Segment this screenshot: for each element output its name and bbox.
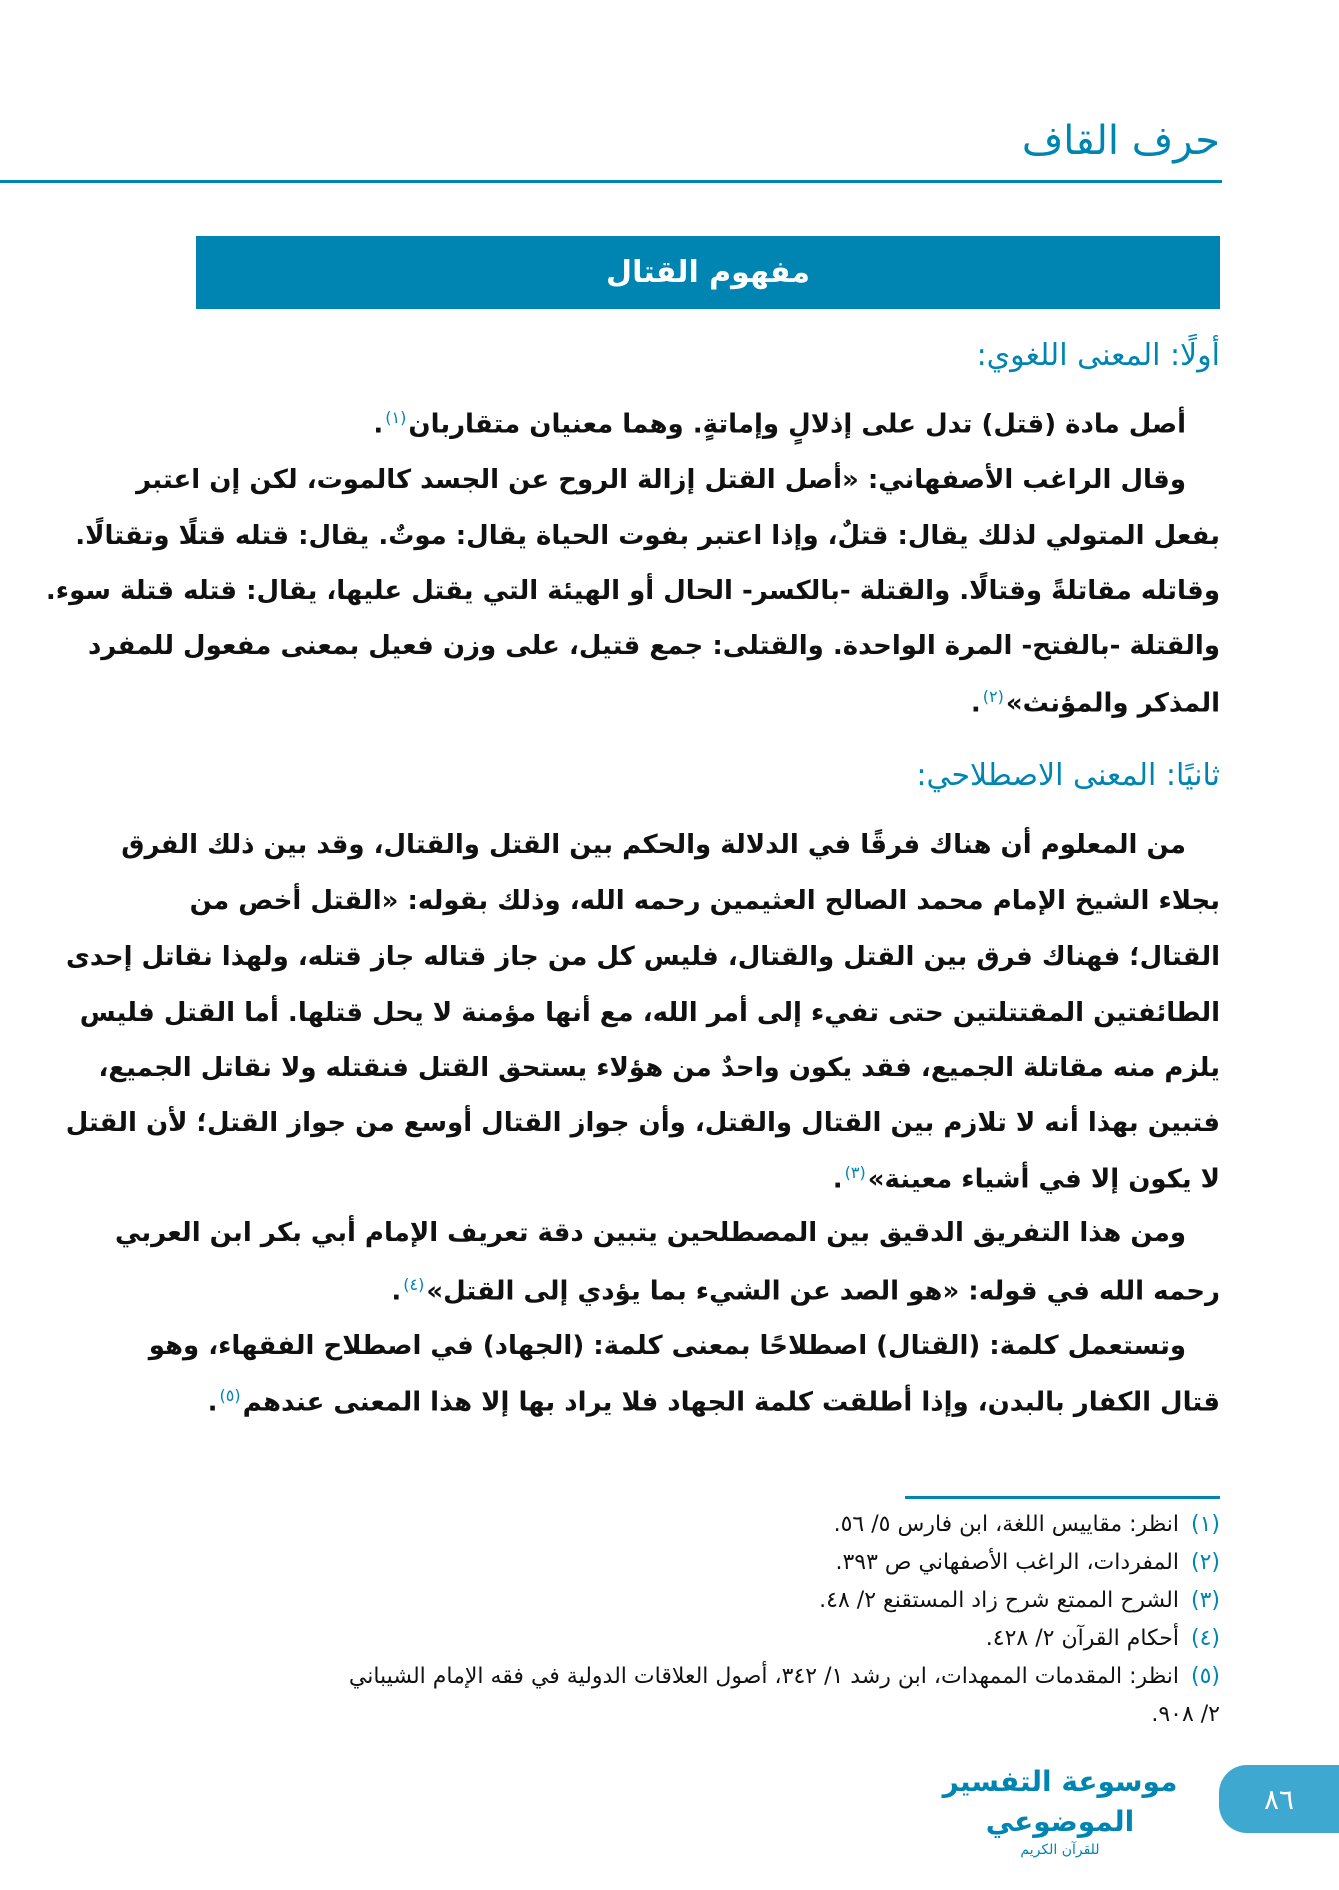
footnote-marker[interactable]: (١) — [385, 408, 407, 427]
footnote-text: ٢/ ٩٠٨. — [1151, 1702, 1220, 1727]
text-line — [148, 1331, 1220, 1361]
line-text: الطائفتين المقتتلتين حتى تفيء إلى أمر الله، مع أنها مؤمنة لا يحل قتلها. أما القتل فليس — [79, 998, 1220, 1028]
footnote-rule — [905, 1496, 1220, 1499]
chapter-title: حرف القاف — [1021, 118, 1220, 164]
text-line — [121, 830, 1220, 860]
line-text: وتستعمل كلمة: (القتال) اصطلاحًا بمعنى كلمة: (الجهاد) في اصطلاح الفقهاء، وهو — [148, 1331, 1186, 1361]
logo-title: موسوعة التفسير الموضوعي — [942, 1765, 1178, 1838]
page-number: ٨٦ — [1263, 1782, 1295, 1816]
line-end-punctuation: . — [373, 409, 384, 440]
line-text: قتال الكفار بالبدن، وإذا أطلقت كلمة الجهاد فلا يراد بها إلا هذا المعنى عندهم — [242, 1387, 1220, 1418]
footnote-item — [819, 1588, 1220, 1613]
footnote-text: انظر: المقدمات الممهدات، ابن رشد ١/ ٣٤٢، أصول العلاقات الدولية في فقه الإمام الشيباني — [348, 1664, 1179, 1689]
line-text: بفعل المتولي لذلك يقال: قتلٌ، وإذا اعتبر بفوت الحياة يقال: موتٌ. يقال: قتله قتلًا وتقتالًا. — [75, 521, 1220, 551]
line-text: وقال الراغب الأصفهاني: «أصل القتل إزالة الروح عن الجسد كالموت، لكن إن اعتبر — [136, 465, 1186, 495]
footnote-marker[interactable]: (٣) — [844, 1163, 866, 1182]
footnote-marker[interactable]: (٤) — [403, 1275, 425, 1294]
line-end-punctuation: . — [970, 688, 981, 719]
footnote-number: (١) — [1190, 1512, 1220, 1537]
text-line — [196, 1275, 1220, 1307]
line-text: فتبين بهذا أنه لا تلازم بين القتال والقتل، وأن جواز القتال أوسع من جواز القتل؛ لأن القتل — [65, 1108, 1220, 1138]
line-end-punctuation: . — [832, 1164, 843, 1195]
text-line — [98, 1053, 1220, 1083]
banner-title: مفهوم القتال — [606, 255, 810, 290]
section-banner — [196, 236, 1220, 309]
text-line — [79, 998, 1220, 1028]
footnote-number: (٣) — [1190, 1588, 1220, 1613]
text-line — [45, 576, 1220, 606]
text-line — [196, 687, 1220, 719]
text-line — [196, 1386, 1220, 1418]
footnote-item — [835, 1550, 1220, 1575]
footnote-item — [834, 1512, 1220, 1537]
text-line — [87, 631, 1220, 661]
line-end-punctuation: . — [207, 1387, 218, 1418]
heading-technical-meaning: ثانيًا: المعنى الاصطلاحي: — [916, 758, 1220, 793]
footnote-text: الشرح الممتع شرح زاد المستقنع ٢/ ٤٨. — [819, 1588, 1179, 1613]
line-text: القتال؛ فهناك فرق بين القتل والقتال، فليس كل من جاز قتاله جاز قتله، ولهذا نقاتل إحدى — [66, 942, 1220, 972]
header-rule — [0, 180, 1222, 183]
line-text: ومن هذا التفريق الدقيق بين المصطلحين يتبين دقة تعريف الإمام أبي بكر ابن العربي — [115, 1218, 1186, 1248]
text-line — [66, 942, 1220, 972]
text-line — [196, 1163, 1220, 1195]
footnote-marker[interactable]: (٥) — [219, 1386, 241, 1405]
text-line — [75, 521, 1220, 551]
text-line — [189, 886, 1220, 916]
footnote-item — [1151, 1702, 1220, 1727]
footnote-number: (٢) — [1190, 1550, 1220, 1575]
footnote-marker[interactable]: (٢) — [982, 687, 1004, 706]
logo-subtitle: للقرآن الكريم — [1020, 1842, 1100, 1858]
line-text: لا يكون إلا في أشياء معينة» — [867, 1164, 1220, 1195]
line-end-punctuation: . — [391, 1276, 402, 1307]
footnote-text: أحكام القرآن ٢/ ٤٢٨. — [985, 1626, 1179, 1651]
line-text: رحمه الله في قوله: «هو الصد عن الشيء بما يؤدي إلى القتل» — [426, 1276, 1220, 1307]
footnote-text: المفردات، الراغب الأصفهاني ص ٣٩٣. — [835, 1550, 1179, 1575]
footnote-number: (٥) — [1190, 1664, 1220, 1689]
text-line — [136, 465, 1220, 495]
line-text: بجلاء الشيخ الإمام محمد الصالح العثيمين رحمه الله، وذلك بقوله: «القتل أخص من — [189, 886, 1220, 916]
text-line — [196, 408, 1220, 440]
line-text: وقاتله مقاتلةً وقتالًا. والقتلة -بالكسر- الحال أو الهيئة التي يقتل عليها، يقال: قتله قتلة سوء. — [45, 576, 1220, 606]
text-line — [65, 1108, 1220, 1138]
text-line — [115, 1218, 1220, 1248]
line-text: أصل مادة (قتل) تدل على إذلالٍ وإماتةٍ. وهما معنيان متقاربان — [408, 409, 1186, 440]
footnote-number: (٤) — [1190, 1626, 1220, 1651]
line-text: والقتلة -بالفتح- المرة الواحدة. والقتلى: جمع قتيل، على وزن فعيل بمعنى مفعول للمفرد — [87, 631, 1220, 661]
line-text: من المعلوم أن هناك فرقًا في الدلالة والحكم بين القتل والقتال، وقد بين ذلك الفرق — [121, 830, 1186, 860]
encyclopedia-logo — [935, 1762, 1185, 1858]
page-number-badge — [1219, 1765, 1339, 1833]
footnote-item — [349, 1664, 1220, 1689]
heading-linguistic-meaning: أولًا: المعنى اللغوي: — [976, 338, 1220, 373]
line-text: يلزم منه مقاتلة الجميع، فقد يكون واحدٌ من هؤلاء يستحق القتل فنقتله ولا نقاتل الجميع، — [98, 1053, 1220, 1083]
line-text: المذكر والمؤنث» — [1005, 688, 1220, 719]
footnote-text: انظر: مقاييس اللغة، ابن فارس ٥/ ٥٦. — [833, 1512, 1179, 1537]
footnote-item — [986, 1626, 1220, 1651]
